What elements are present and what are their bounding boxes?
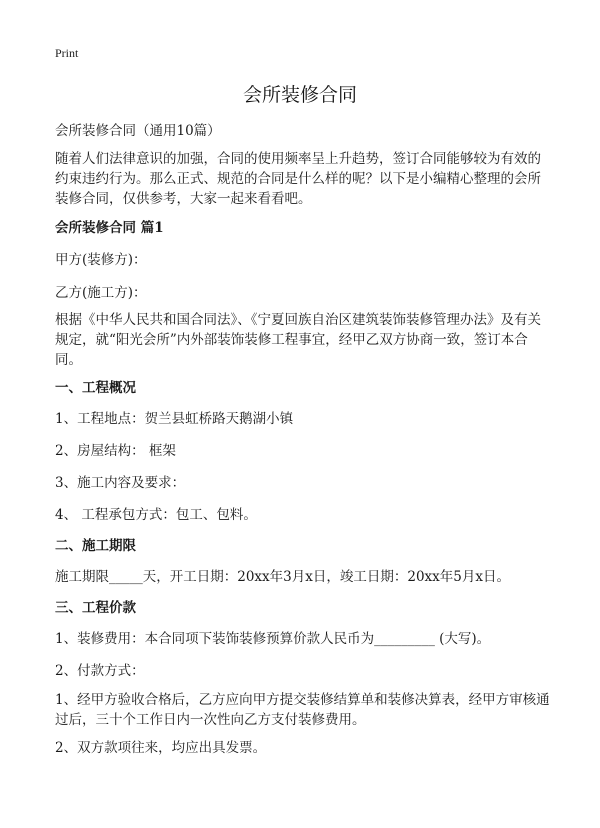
basis-paragraph: 根据《中华人民共和国合同法》、《宁夏回族自治区建筑装饰装修管理办法》及有关规定，就“阳光会所”内外部装饰装修工程事宜，经甲乙双方协商一致，签订本合同。 (55, 312, 541, 368)
period-text: 施工期限_____天，开工日期：20xx年3月x日，竣工日期：20xx年5月x日。 (55, 569, 510, 585)
page-title: 会所装修合同 (242, 84, 357, 106)
intro-paragraph: 随着人们法律意识的加强，合同的使用频率呈上升趋势，签订合同能够较为有效的约束违约行为。那么正式、规范的合同是什么样的呢？以下是小编精心整理的会所装修合同，仅供参考，大家一起来看看吧。 (55, 151, 541, 207)
heading-price: 三、工程价款 (55, 600, 136, 616)
payment-clause-1: 1、经甲方验收合格后，乙方应向甲方提交装修结算单和装修决算表，经甲方审核通过后，三十个工作日内一次性向乙方支付装修费用。 (55, 692, 550, 728)
list-item: 3、施工内容及要求： (55, 475, 186, 491)
party-b: 乙方(施工方)： (55, 285, 147, 301)
payment-label: 2、付款方式： (55, 663, 145, 679)
payment-clause-2: 2、双方款项往来，均应出具发票。 (55, 740, 267, 756)
fee-text: 1、装修费用：本合同项下装饰装修预算价款人民币为_________ (大写)。 (55, 631, 491, 647)
heading-period: 二、施工期限 (55, 538, 136, 554)
party-a: 甲方(装修方)： (55, 252, 147, 268)
list-item: 1、工程地点：贺兰县虹桥路天鹅湖小镇 (55, 411, 294, 427)
section-title: 会所装修合同 篇1 (55, 220, 164, 236)
subtitle: 会所装修合同（通用10篇） (55, 123, 221, 139)
heading-overview: 一、工程概况 (55, 380, 136, 396)
list-item: 4、 工程承包方式：包工、包料。 (55, 507, 257, 523)
list-item: 2、房屋结构： 框架 (55, 443, 176, 459)
print-label[interactable]: Print (55, 46, 79, 60)
